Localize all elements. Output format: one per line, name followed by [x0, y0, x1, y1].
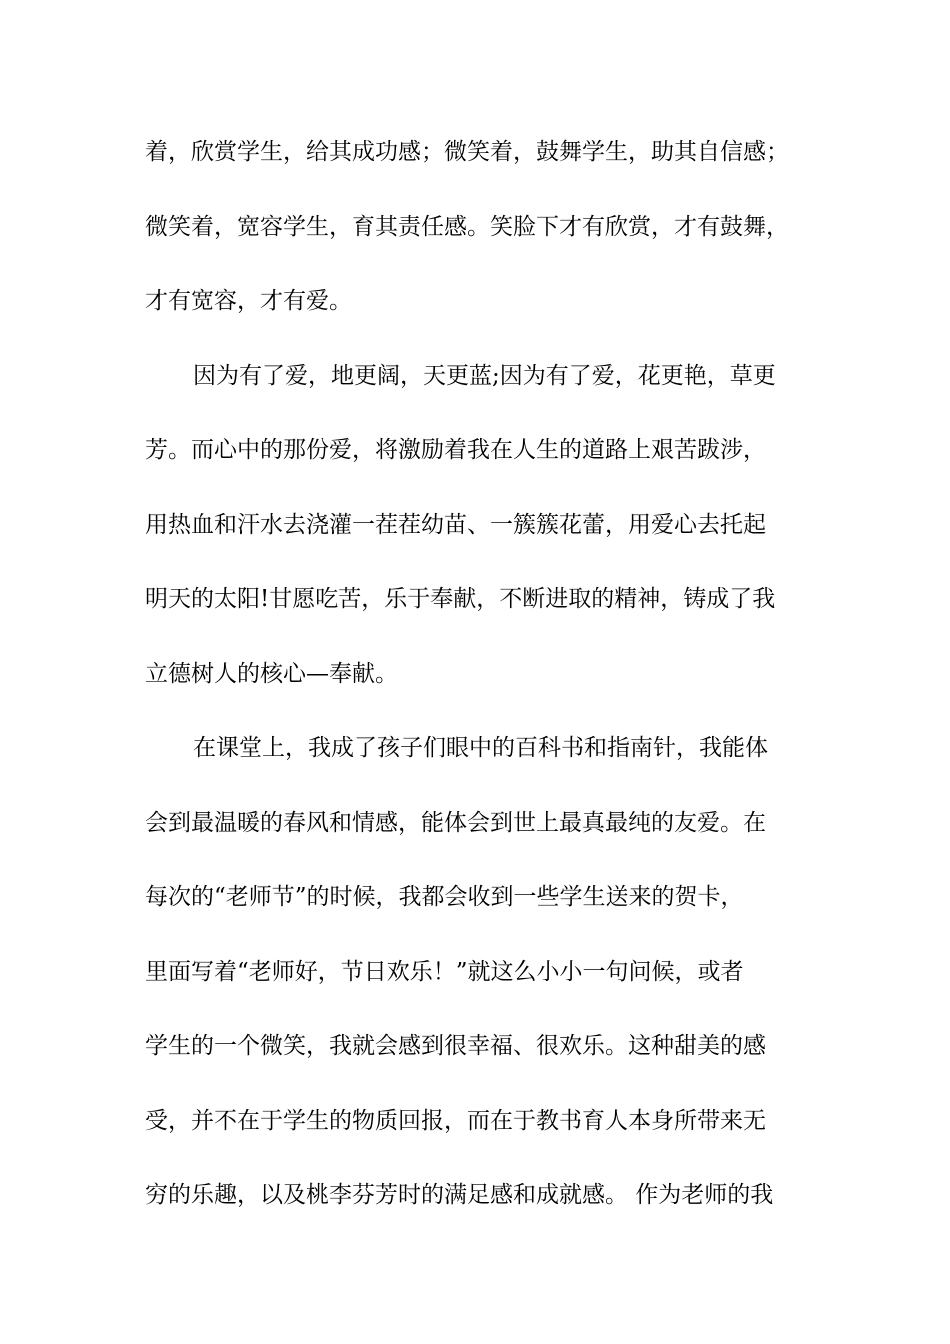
document-body	[145, 130, 825, 1248]
text-line: 会到最温暖的春风和情感，能体会到世上最真最纯的友爱。在	[145, 809, 766, 836]
text-line: 立德树人的核心—奉献。	[145, 660, 398, 687]
text-line: 芳。而心中的那份爱，将激励着我在人生的道路上艰苦跋涉，	[145, 437, 766, 463]
text-line: 着，欣赏学生，给其成功感；微笑着，鼓舞学生，助其自信感；	[145, 139, 789, 165]
text-line: 穷的乐趣，以及桃李芬芳时的满足感和成就感。 作为老师的我	[145, 1182, 774, 1208]
text-line: 学生的一个微笑，我就会感到很幸福、很欢乐。这种甜美的感	[145, 1033, 766, 1059]
text-line: 受，并不在于学生的物质回报，而在于教书育人本身所带来无	[145, 1107, 766, 1134]
text-line: 明天的太阳!甘愿吃苦，乐于奉献，不断进取的精神，铸成了我	[145, 586, 776, 612]
text-line: 用热血和汗水去浇灌一茬茬幼苗、一簇簇花蕾，用爱心去托起	[145, 511, 766, 538]
text-line: 微笑着，宽容学生，育其责任感。笑脸下才有欣赏，才有鼓舞，	[145, 213, 789, 240]
text-line: 每次的“老师节”的时候，我都会收到一些学生送来的贺卡，	[145, 884, 744, 910]
text-line: 才有宽容，才有爱。	[145, 288, 352, 314]
paragraph-first-line: 因为有了爱，地更阔，天更蓝;因为有了爱，花更艳，草更	[193, 362, 776, 389]
text-line: 里面写着“老师好，节日欢乐！”就这么小小一句问候，或者	[145, 958, 744, 985]
paragraph-first-line: 在课堂上，我成了孩子们眼中的百科书和指南针，我能体	[193, 735, 768, 761]
